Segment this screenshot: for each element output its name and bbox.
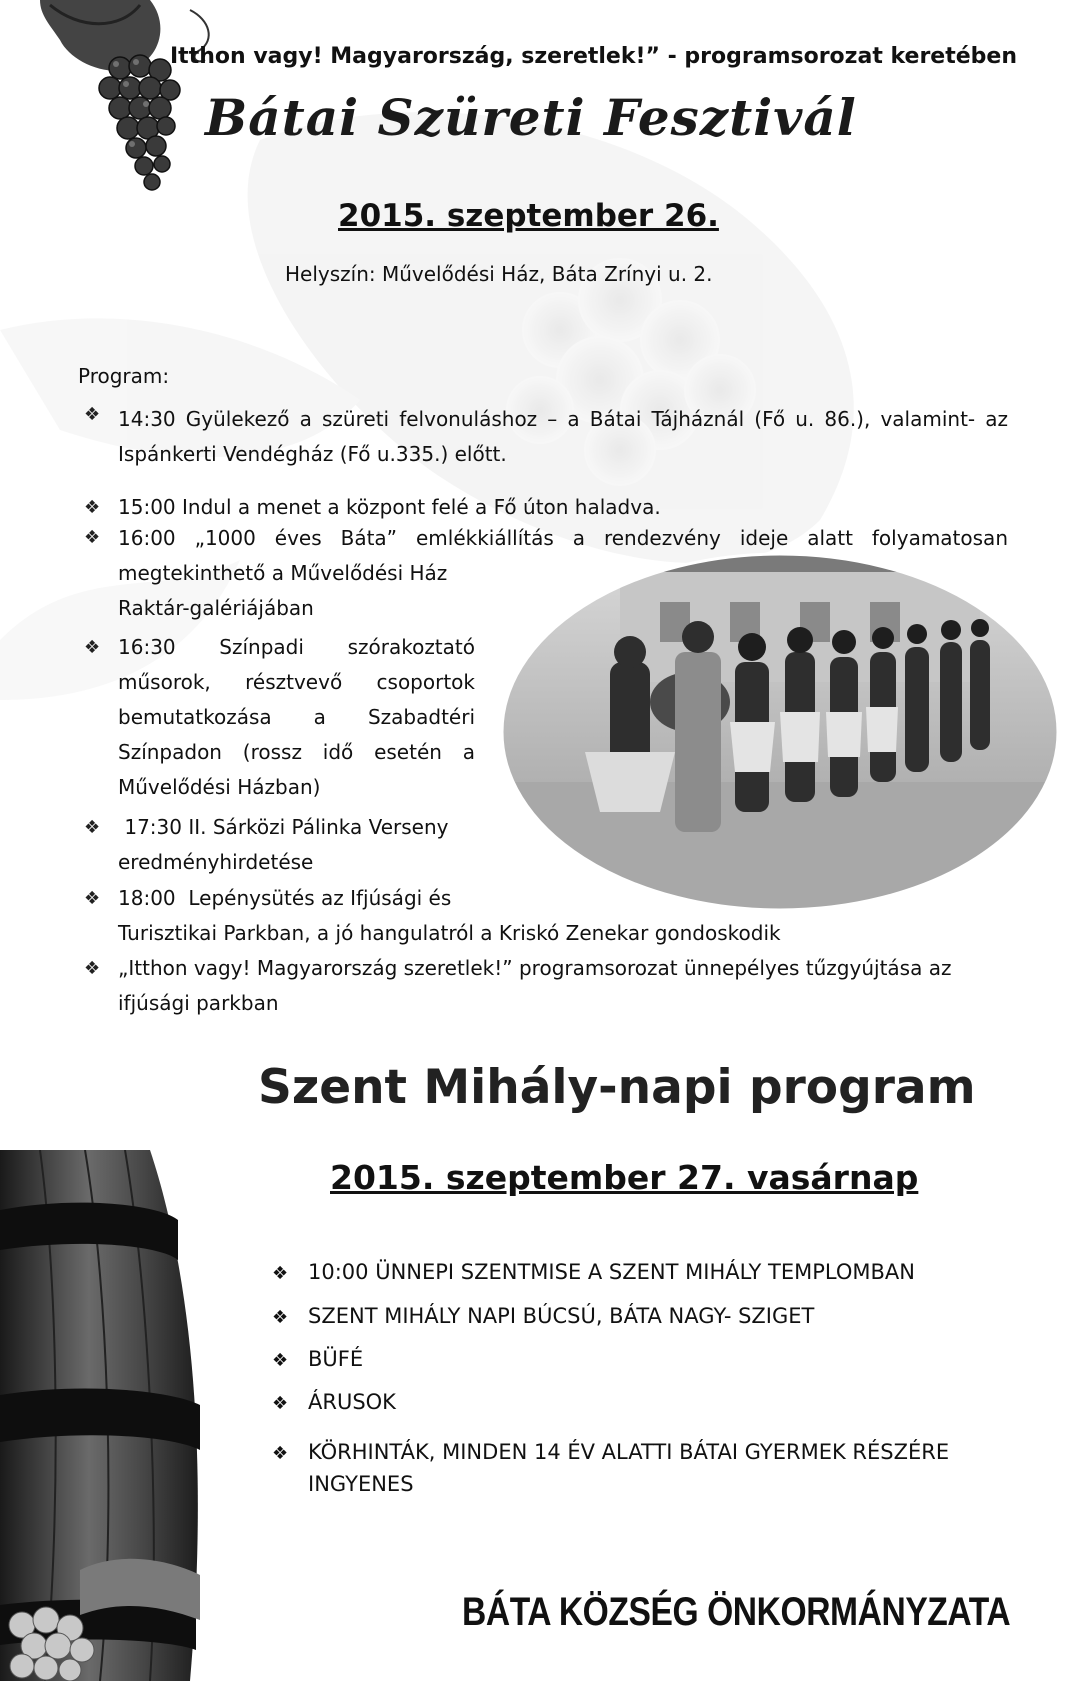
section-date: 2015. szeptember 27. vasárnap bbox=[330, 1158, 919, 1197]
section-title: Szent Mihály-napi program bbox=[258, 1060, 976, 1115]
program-item bbox=[118, 490, 1008, 525]
program-item bbox=[118, 402, 1008, 472]
diamond-bullet-icon: ❖ bbox=[84, 958, 101, 979]
section2-item bbox=[308, 1436, 949, 1500]
section2-item-line: 10:00 ÜNNEPI SZENTMISE A SZENT MIHÁLY TEMPLOMBAN bbox=[308, 1260, 915, 1284]
section2-item bbox=[308, 1343, 363, 1375]
section2-item-line: BÜFÉ bbox=[308, 1347, 364, 1371]
program-item-line: eredményhirdetése bbox=[118, 850, 314, 874]
program-item-line: 17:30 II. Sárközi Pálinka Verseny bbox=[118, 815, 449, 839]
program-item-line: Ispánkerti Vendégház (Fő u.335.) előtt. bbox=[118, 442, 507, 466]
diamond-bullet-icon: ❖ bbox=[272, 1443, 289, 1464]
section2-item bbox=[308, 1386, 396, 1418]
program-item-line: 15:00 Indul a menet a központ felé a Fő úton haladva. bbox=[118, 495, 661, 519]
diamond-bullet-icon: ❖ bbox=[84, 497, 101, 518]
program-item-line: műsorok, résztvevő csoportok bbox=[118, 670, 475, 694]
wine-barrel-image bbox=[0, 1150, 220, 1681]
program-item-line: bemutatkozása a Szabadtéri bbox=[118, 705, 475, 729]
program-item-line: „Itthon vagy! Magyarország szeretlek!” programsorozat ünnepélyes tűzgyújtása az bbox=[118, 956, 952, 980]
program-item-line: Színpadon (rossz idő esetén a bbox=[118, 740, 475, 764]
program-item-line: Turisztikai Parkban, a jó hangulatról a Kriskó Zenekar gondoskodik bbox=[118, 921, 781, 945]
diamond-bullet-icon: ❖ bbox=[272, 1350, 289, 1371]
section2-item-line: ÁRUSOK bbox=[308, 1390, 396, 1414]
section2-item-line: SZENT MIHÁLY NAPI BÚCSÚ, BÁTA NAGY- SZIGET bbox=[308, 1304, 815, 1328]
program-item-line: 14:30 Gyülekező a szüreti felvonuláshoz – a Bátai Tájháznál (Fő u. 86.), valamint- az bbox=[118, 407, 1008, 431]
program-item-line: 16:00 „1000 éves Báta” emlékkiállítás a rendezvény ideje alatt folyamatosan bbox=[118, 526, 1008, 550]
program-item-line: ifjúsági parkban bbox=[118, 991, 279, 1015]
diamond-bullet-icon: ❖ bbox=[84, 404, 101, 425]
program-item-line: Raktár-galériájában bbox=[118, 596, 314, 620]
organizer-footer: BÁTA KÖZSÉG ÖNKORMÁNYZATA bbox=[462, 1590, 1011, 1634]
festival-date: 2015. szeptember 26. bbox=[338, 198, 719, 234]
program-item bbox=[118, 951, 1008, 1021]
diamond-bullet-icon: ❖ bbox=[272, 1263, 289, 1284]
diamond-bullet-icon: ❖ bbox=[84, 637, 101, 658]
festival-title: Bátai Szüreti Fesztivál bbox=[205, 88, 857, 147]
program-item-line: megtekinthető a Művelődési Ház bbox=[118, 561, 448, 585]
diamond-bullet-icon: ❖ bbox=[84, 888, 101, 909]
section2-item-line: INGYENES bbox=[308, 1472, 414, 1496]
program-item bbox=[118, 810, 518, 880]
diamond-bullet-icon: ❖ bbox=[272, 1307, 289, 1328]
section2-item bbox=[308, 1256, 915, 1288]
diamond-bullet-icon: ❖ bbox=[272, 1393, 289, 1414]
program-item-line: 18:00 Lepénysütés az Ifjúsági és bbox=[118, 886, 452, 910]
diamond-bullet-icon: ❖ bbox=[84, 527, 101, 548]
section2-item bbox=[308, 1300, 814, 1332]
program-item bbox=[118, 630, 475, 805]
harvest-parade-photo bbox=[500, 552, 1060, 912]
program-series-subtitle: Itthon vagy! Magyarország, szeretlek!” - programsorozat keretében bbox=[170, 44, 1017, 69]
program-label: Program: bbox=[78, 364, 170, 388]
section2-item-line: KÖRHINTÁK, MINDEN 14 ÉV ALATTI BÁTAI GYERMEK RÉSZÉRE bbox=[308, 1440, 950, 1464]
program-item-line: 16:30 Színpadi szórakoztató bbox=[118, 635, 475, 659]
program-item-line: Művelődési Házban) bbox=[118, 775, 321, 799]
diamond-bullet-icon: ❖ bbox=[84, 817, 101, 838]
festival-location: Helyszín: Művelődési Ház, Báta Zrínyi u. 2. bbox=[285, 262, 713, 286]
